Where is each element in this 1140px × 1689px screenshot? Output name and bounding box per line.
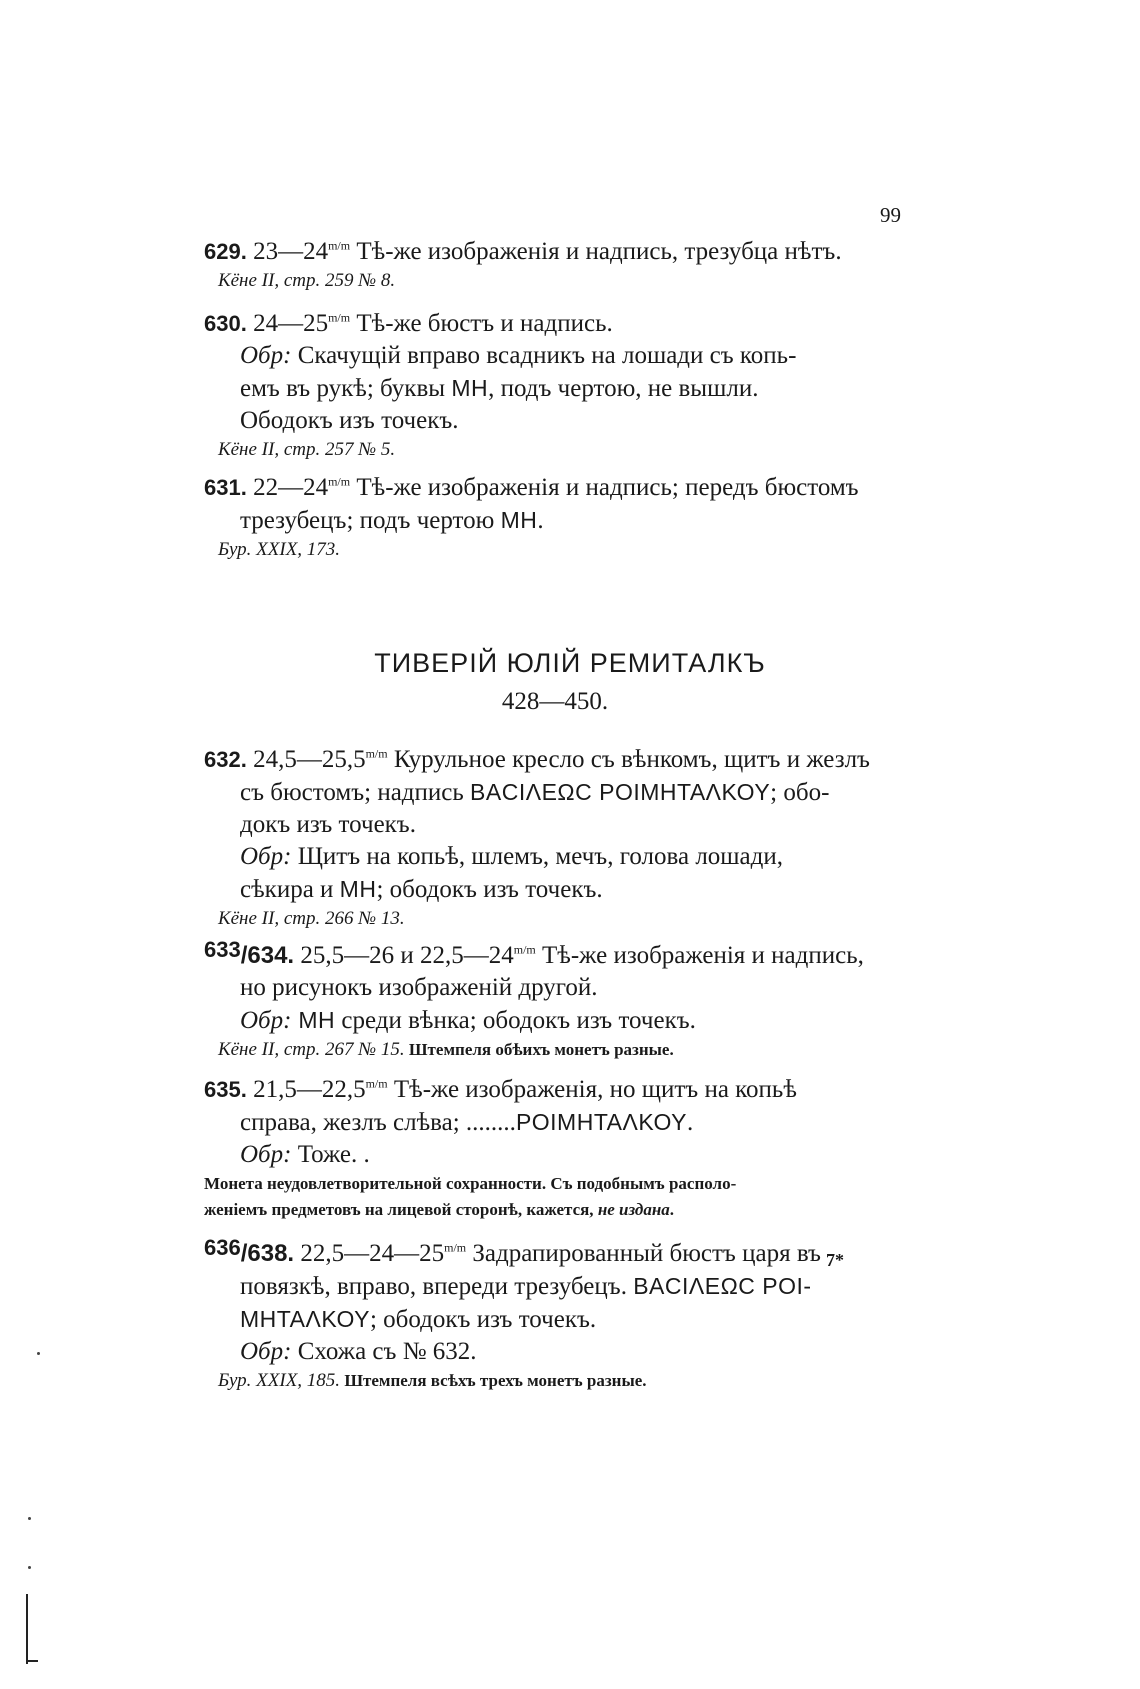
text: ; ободокъ изъ точекъ. bbox=[376, 876, 603, 903]
unit-mm: m/m bbox=[328, 474, 351, 489]
entry-633-line bbox=[204, 937, 924, 972]
description: Тѣ-же изображенія, но щитъ на копьѣ bbox=[387, 1076, 797, 1103]
size-range: 24—25 bbox=[253, 310, 329, 337]
entry-633-line-2: но рисунокъ изображеній другой. bbox=[240, 974, 598, 1001]
entry-632 bbox=[204, 744, 924, 932]
reference bbox=[204, 1368, 924, 1394]
emphasis: не издана bbox=[597, 1200, 670, 1219]
unit-mm: m/m bbox=[365, 1076, 388, 1091]
obverse-label: Обр: bbox=[240, 1338, 292, 1365]
entry-636-638 bbox=[204, 1235, 924, 1394]
text: съ бюстомъ; надпись bbox=[240, 779, 471, 806]
entry-630-line-3: Ободокъ изъ точекъ. bbox=[240, 407, 459, 434]
description: Задрапированный бюстъ царя въ bbox=[466, 1240, 821, 1267]
obverse-label: Обр: bbox=[240, 342, 292, 369]
entry-number: 635. bbox=[204, 1077, 247, 1102]
entry-633-634 bbox=[204, 937, 924, 1063]
entry-635-line bbox=[204, 1074, 924, 1106]
greek-inscription: ΜΗΤΑΛΚΟΥ bbox=[240, 1306, 370, 1332]
description: Тѣ-же изображенія и надпись; передъ бюстомъ bbox=[350, 474, 859, 501]
greek-inscription: ΜΗ bbox=[500, 507, 538, 533]
entry-number: 630. bbox=[204, 311, 247, 336]
reference-text: Кёне II, стр. 267 № 15. bbox=[218, 1039, 405, 1060]
unit-mm: m/m bbox=[328, 238, 351, 253]
entry-631-line bbox=[204, 472, 924, 504]
text: . bbox=[537, 507, 544, 534]
reference: Кёне II, стр. 257 № 5. bbox=[218, 439, 396, 460]
reverse-description bbox=[204, 1139, 924, 1171]
size-range: 24,5—25,5 bbox=[253, 746, 366, 773]
entry-number: 632. bbox=[204, 747, 247, 772]
reference bbox=[204, 1037, 924, 1063]
unit-mm: m/m bbox=[328, 310, 351, 325]
entry-number: 629. bbox=[204, 239, 247, 264]
text: сѣкира и bbox=[240, 876, 340, 903]
entry-number bbox=[204, 1235, 295, 1267]
obverse-label: Обр: bbox=[240, 1007, 292, 1034]
page-number: 99 bbox=[880, 203, 901, 227]
reverse-description bbox=[204, 340, 924, 372]
entry-636-line-2 bbox=[204, 1270, 924, 1303]
reference-note: Штемпеля всѣхъ трехъ монетъ разные. bbox=[340, 1371, 647, 1390]
size-range: 22,5—24—25 bbox=[294, 1240, 445, 1267]
entry-number-part: 633 bbox=[204, 937, 241, 962]
entry-629 bbox=[204, 236, 924, 294]
entry-632-line bbox=[204, 744, 924, 776]
entry-631 bbox=[204, 472, 924, 563]
text: женіемъ предметовъ на лицевой сторонѣ, кажется, bbox=[204, 1200, 598, 1219]
unit-mm: m/m bbox=[444, 1240, 467, 1255]
entry-635 bbox=[204, 1074, 924, 1223]
description: Тѣ-же изображенія и надпись, трезубца нѣтъ. bbox=[350, 238, 842, 265]
printer-signature: 7* bbox=[826, 1250, 844, 1270]
reference-text: Бур. XXIX, 185. bbox=[218, 1370, 341, 1391]
greek-inscription: ΡΟΙΜΗΤΑΛΚΟΥ bbox=[515, 1109, 687, 1135]
note-line-2 bbox=[204, 1197, 924, 1223]
scan-speck bbox=[37, 1352, 40, 1355]
entry-number: 631. bbox=[204, 475, 247, 500]
greek-inscription: ΒΑϹΙΛΕΩϹ ΡΟΙ- bbox=[633, 1273, 812, 1299]
description: Тѣ-же изображенія и надпись, bbox=[535, 942, 864, 969]
reverse-description bbox=[204, 1336, 924, 1368]
size-range: 21,5—22,5 bbox=[253, 1076, 366, 1103]
entry-number-part: 636 bbox=[204, 1235, 241, 1260]
unit-mm: m/m bbox=[365, 746, 388, 761]
obverse-label: Обр: bbox=[240, 1141, 292, 1168]
entry-635-line-2 bbox=[204, 1106, 924, 1139]
reference: Бур. XXIX, 173. bbox=[218, 539, 341, 560]
entry-629-line bbox=[204, 236, 924, 268]
reverse-text: Схожа съ № 632. bbox=[291, 1338, 477, 1365]
scan-speck bbox=[28, 1517, 31, 1520]
entry-number-part: /638. bbox=[240, 1240, 295, 1267]
reverse-description bbox=[204, 841, 924, 873]
reference: Кёне II, стр. 259 № 8. bbox=[218, 270, 396, 291]
entry-number-part: /634. bbox=[240, 942, 295, 969]
size-range: 25,5—26 и 22,5—24 bbox=[294, 942, 514, 969]
scan-edge-foot bbox=[26, 1660, 38, 1662]
text: ; ободокъ изъ точекъ. bbox=[369, 1306, 597, 1333]
entry-632-line-5 bbox=[204, 873, 924, 906]
scan-speck bbox=[28, 1566, 31, 1569]
text: . bbox=[687, 1109, 694, 1136]
greek-inscription: ΜΗ bbox=[291, 1007, 336, 1033]
entry-631-line-2 bbox=[204, 504, 924, 537]
entry-636-line-3 bbox=[204, 1303, 924, 1336]
obverse-label: Обр: bbox=[240, 843, 292, 870]
scan-edge-line bbox=[26, 1594, 28, 1664]
reverse-text: Скачущій вправо всадникъ на лошади съ копь- bbox=[291, 342, 797, 369]
greek-inscription: ΜΗ bbox=[339, 876, 377, 902]
entry-630 bbox=[204, 308, 924, 463]
entry-632-line-3: докъ изъ точекъ. bbox=[240, 811, 416, 838]
unit-mm: m/m bbox=[513, 942, 536, 957]
section-title: ТИВЕРІЙ ЮЛІЙ РЕМИТАЛКЪ bbox=[374, 648, 766, 678]
reverse-description bbox=[204, 1004, 924, 1037]
entry-630-line-2 bbox=[204, 372, 924, 405]
text: ; обо- bbox=[770, 779, 830, 806]
entry-632-line-2 bbox=[204, 776, 924, 809]
text: . bbox=[669, 1200, 675, 1219]
size-range: 22—24 bbox=[253, 474, 329, 501]
reference: Кёне II, стр. 266 № 13. bbox=[218, 908, 405, 929]
entry-630-line bbox=[204, 308, 924, 340]
text: , подъ чертою, не вышли. bbox=[488, 375, 759, 402]
text: повязкѣ, вправо, впереди трезубецъ. bbox=[240, 1273, 634, 1300]
reference-note: Штемпеля обѣихъ монетъ разные. bbox=[404, 1040, 674, 1059]
text: трезубецъ; подъ чертою bbox=[240, 507, 501, 534]
greek-inscription: ΒΑϹΙΛΕΩϹ ΡΟΙΜΗΤΑΛΚΟΥ bbox=[470, 779, 771, 805]
description: Тѣ-же бюстъ и надпись. bbox=[350, 310, 613, 337]
reverse-text: Тоже. . bbox=[291, 1141, 370, 1168]
description: Курульное кресло съ вѣнкомъ, щитъ и жезлъ bbox=[387, 746, 870, 773]
entry-number bbox=[204, 937, 295, 969]
note-line-1: Монета неудовлетворительной сохранности. Съ подобнымъ располо- bbox=[204, 1174, 737, 1193]
entry-636-line bbox=[204, 1235, 924, 1270]
reverse-text: среди вѣнка; ободокъ изъ точекъ. bbox=[335, 1007, 696, 1034]
text: справа, жезлъ слѣва; ........ bbox=[240, 1109, 516, 1136]
text: емъ въ рукѣ; буквы bbox=[240, 375, 452, 402]
greek-inscription: ΜΗ bbox=[451, 375, 489, 401]
size-range: 23—24 bbox=[253, 238, 329, 265]
section-dates: 428—450. bbox=[501, 688, 609, 715]
reverse-text: Щитъ на копьѣ, шлемъ, мечъ, голова лошади, bbox=[291, 843, 783, 870]
